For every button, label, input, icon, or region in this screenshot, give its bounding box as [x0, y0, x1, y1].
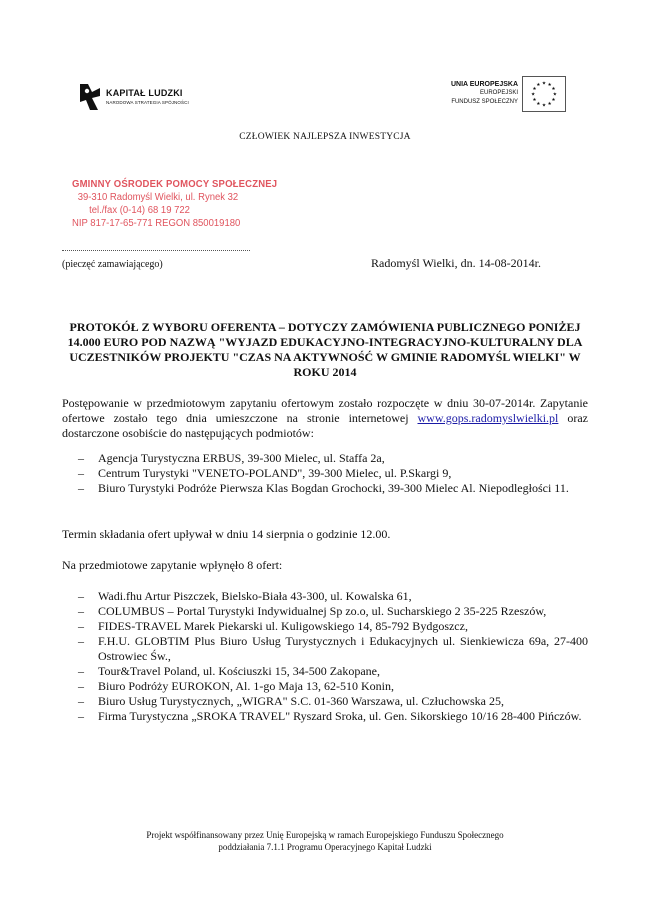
place-and-date: Radomyśl Wielki, dn. 14-08-2014r. — [371, 256, 541, 270]
stamp-line4: NIP 817-17-65-771 REGON 850019180 — [72, 218, 241, 229]
kapital-ludzki-logo — [78, 82, 228, 114]
eu-logo — [452, 76, 570, 114]
svg-text:★: ★ — [552, 92, 557, 98]
list-item: – Tour&Travel Poland, ul. Kościuszki 15, 34-500 Zakopane, — [78, 664, 588, 679]
website-link[interactable]: www.gops.radomyslwielki.pl — [417, 411, 559, 425]
footer-line2: poddziałania 7.1.1 Programu Operacyjnego Kapitał Ludzki — [218, 842, 432, 852]
list-item: – Biuro Usług Turystycznych, „WIGRA" S.C. 01-360 Warszawa, ul. Człuchowska 25, — [78, 694, 588, 709]
offers-intro: Na przedmiotowe zapytanie wpłynęło 8 ofert: — [62, 558, 283, 572]
recipients-list — [78, 451, 588, 496]
svg-text:★: ★ — [536, 101, 541, 107]
stamp-line1: GMINNY OŚRODEK POMOCY SPOŁECZNEJ — [72, 179, 278, 190]
list-item: – FIDES-TRAVEL Marek Piekarski ul. Kuligowskiego 14, 85-792 Bydgoszcz, — [78, 619, 588, 634]
intro-text-after: oraz dostarczone osobiście do następujących podmiotów: — [62, 411, 588, 440]
intro-paragraph — [62, 396, 588, 441]
document-title: PROTOKÓŁ Z WYBORU OFERENTA – DOTYCZY ZAMÓWIENIA PUBLICZNEGO PONIŻEJ 14.000 EURO POD NAZWĄ "WYJAZD EDUKACYJNO-INTEGRACYJNO-KULTURALNY DLA UCZESTNIKÓW PROJEKTU "CZAS NA AKTYWNOŚĆ W GMINIE RADOMYŚL WIELKI" W ROKU 2014 — [67, 320, 583, 379]
offers-list — [78, 589, 588, 724]
stamp-line3: tel./fax (0-14) 68 19 722 — [89, 205, 190, 216]
eu-line3: FUNDUSZ SPOŁECZNY — [451, 99, 518, 105]
list-item: – Wadi.fhu Artur Piszczek, Bielsko-Biała 43-300, ul. Kowalska 61, — [78, 589, 588, 604]
signature-dotted-line — [62, 244, 250, 251]
motto: CZŁOWIEK NAJLEPSZA INWESTYCJA — [239, 132, 411, 142]
deadline-paragraph: Termin składania ofert upływał w dniu 14 sierpnia o godzinie 12.00. — [62, 527, 391, 541]
list-item: – F.H.U. GLOBTIM Plus Biuro Usług Turystycznych i Edukacyjnych ul. Sienkiewicza 69a, 27-400 Ostrowiec Św., — [78, 634, 588, 664]
intro-text-before: Postępowanie w przedmiotowym zapytaniu ofertowym zostało rozpoczęte w dniu 30-07-2014r. Zapytanie ofertowe zostało tego dnia umieszczone na stronie internetowej — [62, 396, 588, 425]
svg-text:★: ★ — [551, 98, 556, 104]
list-item: – COLUMBUS – Portal Turystyki Indywidualnej Sp zo.o, ul. Sucharskiego 2 35-225 Rzeszów, — [78, 604, 588, 619]
footer — [0, 829, 650, 853]
list-item: – Centrum Turystyki "VENETO-POLAND", 39-300 Mielec, ul. P.Skargi 9, — [78, 466, 588, 481]
stamp-caption: (pieczęć zamawiającego) — [62, 259, 163, 270]
svg-text:★: ★ — [531, 92, 536, 98]
svg-text:★: ★ — [547, 101, 552, 107]
institution-stamp — [72, 178, 278, 230]
svg-text:★: ★ — [541, 81, 547, 87]
svg-text:★: ★ — [547, 82, 552, 88]
kapital-ludzki-subtitle: NARODOWA STRATEGIA SPÓJNOŚCI — [106, 100, 189, 105]
list-item: – Firma Turystyczna „SROKA TRAVEL" Ryszard Sroka, ul. Gen. Sikorskiego 10/16 28-400 Pińczów. — [78, 709, 588, 724]
eu-line1: UNIA EUROPEJSKA — [450, 81, 518, 88]
footer-line1: Projekt współfinansowany przez Unię Europejską w ramach Europejskiego Funduszu Społecznego — [146, 830, 504, 840]
list-item: – Biuro Turystyki Podróże Pierwsza Klas Bogdan Grochocki, 39-300 Mielec Al. Niepodległości 11. — [78, 481, 588, 496]
list-item: – Biuro Podróży EUROKON, Al. 1-go Maja 13, 62-510 Konin, — [78, 679, 588, 694]
eu-line2: EUROPEJSKI — [479, 90, 518, 96]
stamp-line2: 39-310 Radomyśl Wielki, ul. Rynek 32 — [77, 192, 239, 203]
svg-text:★: ★ — [551, 86, 556, 92]
svg-text:★: ★ — [541, 103, 547, 109]
eu-flag-icon — [522, 76, 566, 112]
list-item: – Agencja Turystyczna ERBUS, 39-300 Mielec, ul. Staffa 2a, — [78, 451, 588, 466]
eu-text — [451, 80, 518, 107]
kapital-ludzki-title: KAPITAŁ LUDZKI — [106, 88, 183, 98]
kapital-ludzki-emblem-icon — [78, 82, 102, 112]
svg-text:★: ★ — [536, 82, 541, 88]
svg-text:★: ★ — [532, 86, 537, 92]
svg-text:★: ★ — [532, 98, 537, 104]
